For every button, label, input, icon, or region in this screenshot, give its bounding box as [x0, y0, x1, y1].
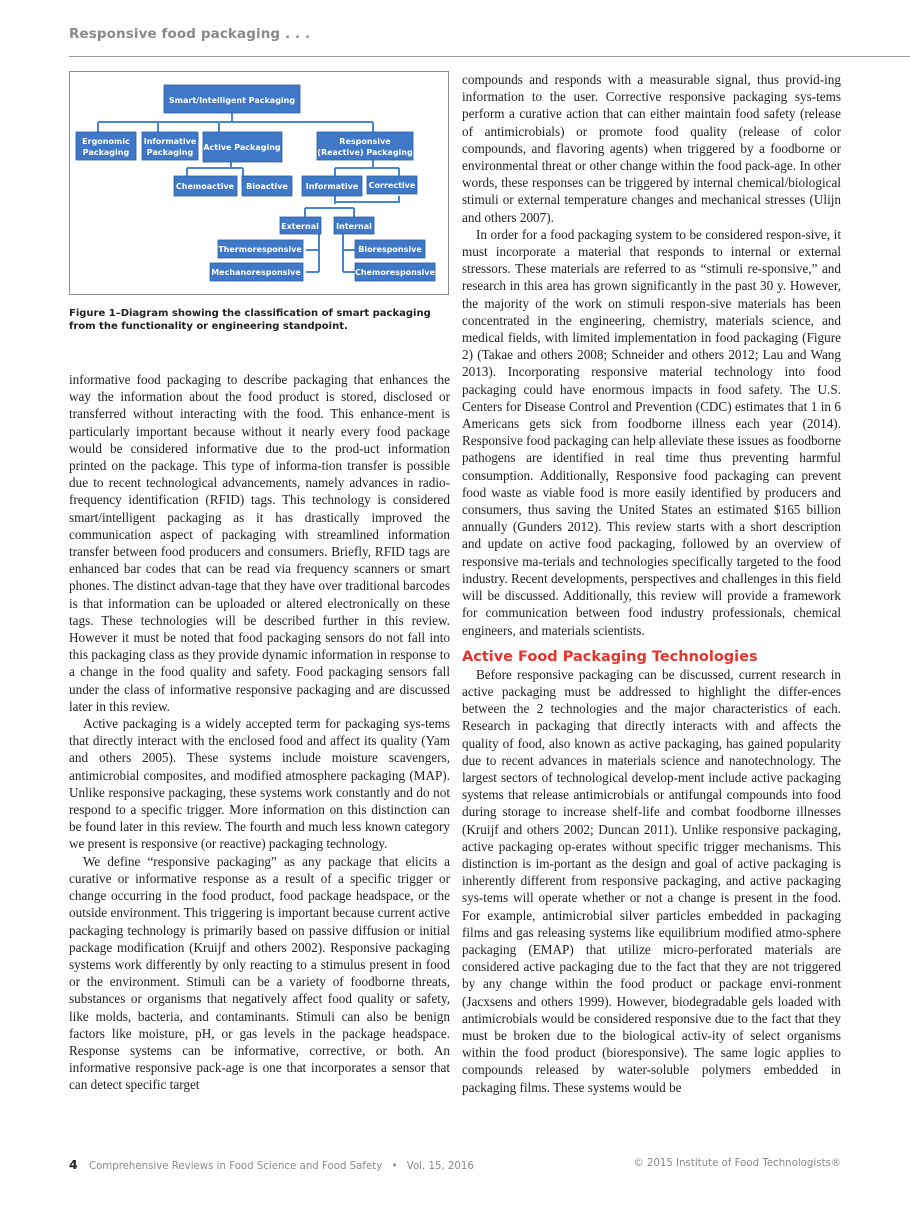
node-bioresponsive: [355, 240, 425, 258]
journal-name: Comprehensive Reviews in Food Science and Food Safety: [88, 1161, 383, 1172]
body-paragraph: compounds and responds with a measurable signal, thus provid-ing information to the user. Corrective responsive packaging sys-tems perform a curative action that can either maintain food safety (release of antimicrobials) or promote food quality (release of color compounds, and flavoring agents) when triggered by a foodborne or environmental threat or other change within the food pack-age. In other words, these responses can be triggered by internal chemical/biological stimuli or external temperature changes and mechanical stresses (Ulijn and others 2007).: [462, 72, 841, 225]
svg-text:Corrective: Corrective: [368, 181, 416, 190]
svg-text:Packaging: Packaging: [82, 148, 130, 157]
node-chemoresponsive: [355, 263, 436, 281]
svg-text:Chemoresponsive: Chemoresponsive: [354, 268, 436, 277]
body-paragraph: We define “responsive packaging” as any package that elicits a curative or informative response as a result of a specific trigger or change occurring in the food product, food package headspace, or the outside environment. This triggering is important because current active packaging technology is primarily based on passive diffusion or initial package modification (Kruijf and others 2002). Responsive packaging systems work differently by only reacting to a stimulus present in food or the environment. Stimuli can be a variety of foodborne threats, substances or organisms that negatively affect food quality or safety, like molds, bacteria, and contaminants. Stimuli can also be benign factors like moisture, pH, or gas levels in the package headspace. Response systems can be informative, corrective, or both. An informative responsive pack-age is one that incorporates a sensor that can detect specific target: [69, 853, 450, 1093]
node-bioactive: [242, 176, 292, 196]
node-smart-intelligent-packaging: [164, 85, 300, 113]
node-chemoactive: [174, 176, 237, 196]
classification-diagram: [70, 72, 450, 296]
node-responsive-informative: [302, 176, 362, 196]
svg-text:Informative: Informative: [305, 182, 359, 191]
svg-text:Mechanoresponsive: Mechanoresponsive: [211, 268, 301, 277]
body-paragraph: In order for a food packaging system to be considered respon-sive, it must incorporate a material that responds to internal or external stressors. These materials are referred to as “stimuli re-sponsive,” and research in this area has grown significantly in the past 30 y. However, the majority of the work on stimuli respon-sive materials has been concentrated in the engineering, chemistry, materials science, and medical fields, with limited implementation in food packaging (Figure 2) (Takae and others 2008; Schneider and others 2012; Lau and Wang 2013). Incorporating responsive material technology into food packaging could have enormous impacts in food safety. The U.S. Centers for Disease Control and Prevention (CDC) estimates that 1 in 6 Americans gets sick from foodborne illness each year (2014). Responsive food packaging can help alleviate these issues as foodborne pathogens are identified in real time thus preventing harmful consumption. Additionally, Responsive food packaging can prevent food waste as viable food is more easily identified by producers and consumers, thus saving the United States an estimated $165 billion annually (Gunders 2012). This review starts with a short description and update on active food packaging, followed by an overview of responsive ma-terials and technologies specifically targeted to the food industry. Recent developments, perspectives and challenges in this field will be discussed. Additionally, this review will provide a framework for communication between food industry professionals, chemical engineers, and materials scientists.: [462, 226, 841, 638]
node-corrective: [367, 176, 417, 194]
bullet-separator: •: [391, 1161, 398, 1172]
node-responsive-packaging: [317, 132, 413, 160]
node-active-packaging: [203, 132, 282, 162]
body-paragraph: Active packaging is a widely accepted term for packaging sys-tems that directly interact with the enclosed food and affect its quality (Yam and others 2005). These systems include moisture scavengers, antimicrobial composites, and modified atmosphere packaging (MAP). Unlike responsive packaging, these systems work constantly and do not respond to a specific trigger. More information on this distinction can be found later in this review. The fourth and much less known category we present is responsive (or reactive) packaging technology.: [69, 716, 450, 852]
svg-text:External: External: [281, 222, 319, 231]
svg-text:Packaging: Packaging: [146, 148, 194, 157]
svg-text:Internal: Internal: [336, 222, 372, 231]
figure-caption: Figure 1–Diagram showing the classification of smart packaging from the functionality or engineering standpoint.: [69, 308, 431, 332]
node-external: [280, 217, 321, 234]
svg-text:Bioresponsive: Bioresponsive: [358, 245, 422, 254]
figure-1-diagram: [69, 71, 449, 295]
right-column: [462, 71, 841, 1096]
svg-text:Bioactive: Bioactive: [246, 182, 288, 191]
svg-text:Ergonomic: Ergonomic: [82, 137, 130, 146]
node-internal: [334, 217, 374, 234]
svg-text:Active Packaging: Active Packaging: [203, 143, 281, 152]
node-thermoresponsive: [218, 240, 303, 258]
section-heading: Active Food Packaging Technologies: [462, 648, 758, 665]
page-number: 4: [69, 1157, 78, 1172]
body-paragraph: informative food packaging to describe packaging that enhances the way the information about the food product is stored, disclosed or transferred without interacting with the food. This enhance-ment is particularly important because without it nearly every food package would be considered informative due to the prod-uct information printed on the package. This type of informa-tion transfer is possible due to recent technological advancements, namely advances in radio-frequency identification (RFID) tags. This technology is considered smart/intelligent packaging as it has drastically improved the communication aspect of packaging with streamlined information transfer between food producers and consumers. Briefly, RFID tags are enhanced bar codes that can be read via frequency scanners or smart phones. The distinct advan-tage that they have over traditional barcodes is that information can be uploaded or altered electronically on these tags. These technologies will be described further in this review. However it must be noted that food packaging sensors do not fall into this packaging class as they provide dynamic information in response to a change in the food quality and safety. Food packaging sensors fall under the class of informative responsive packaging and are discussed later in this review.: [69, 372, 450, 714]
copyright: © 2015 Institute of Food Technologists®: [633, 1158, 841, 1169]
node-mechanoresponsive: [210, 263, 303, 281]
page-footer: [69, 1157, 841, 1172]
body-paragraph: Before responsive packaging can be discussed, current research in active packaging must be addressed to highlight the differ-ences between the 2 technologies and the major characteristics of each. Research in packaging that directly interacts with and affects the quality of food, also known as active packaging, has gained popularity due to recent advances in materials science and nanotechnology. The largest sectors of technological develop-ment include active packaging systems that release antimicrobials or antifungal compounds into food during storage to increase shelf-life and combat foodborne illnesses (Kruijf and others 2002; Duncan 2011). Unlike responsive packaging, active packaging op-erates without specific trigger mechanisms. This distinction is im-portant as the design and goal of active packaging is inherently different from responsive packaging, and active packaging sys-tems will operate whether or not a change is present in the food. For example, antimicrobial silver particles embedded in packaging films and gas releasing systems like equilibrium modified atmo-sphere packaging (EMAP) that utilize micro-perforated materials are considered active packaging due to the fact that they are not triggered by any change within the food product or package envi-ronment (Jacxsens and others 1999). However, biodegradable gels loaded with antimicrobials would be considered responsive due to the fact that they must be broken due to the biological activ-ity of select organisms within the food product (bioresponsive). The same logic applies to compounds released by water-soluble polymers embedded in packaging films. These systems would be: [462, 666, 841, 1095]
svg-text:Responsive: Responsive: [339, 137, 391, 146]
svg-text:Informative: Informative: [143, 137, 197, 146]
left-column: [69, 371, 450, 1094]
volume-info: Vol. 15, 2016: [406, 1161, 474, 1172]
svg-text:Chemoactive: Chemoactive: [175, 182, 235, 191]
node-ergonomic-packaging: [76, 132, 136, 160]
header-rule: [69, 56, 910, 57]
svg-text:Thermoresponsive: Thermoresponsive: [218, 245, 302, 254]
svg-text:Smart/Intelligent Packaging: Smart/Intelligent Packaging: [168, 96, 296, 105]
running-head: Responsive food packaging . . .: [69, 26, 311, 42]
svg-text:(Reactive) Packaging: (Reactive) Packaging: [317, 148, 413, 157]
node-informative-packaging: [142, 132, 198, 160]
